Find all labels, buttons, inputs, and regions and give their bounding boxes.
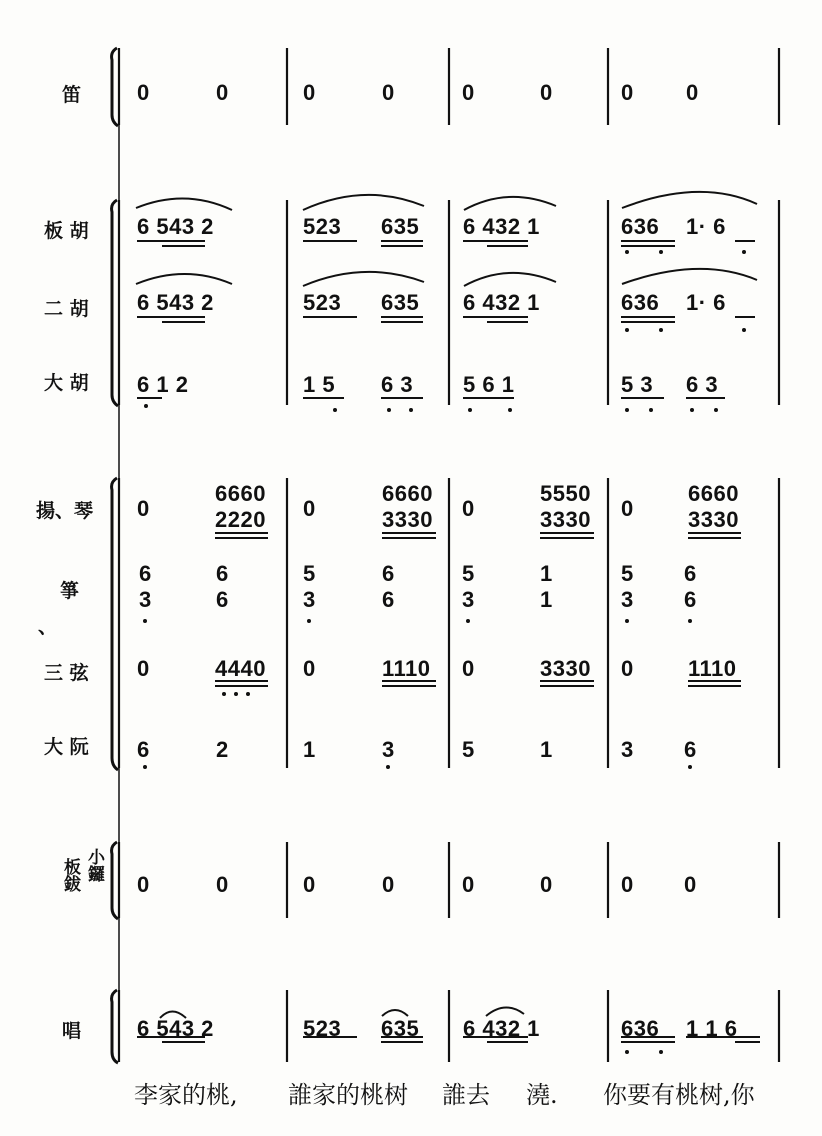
- note: 1· 6: [686, 214, 726, 239]
- chord-top: 6: [382, 561, 395, 586]
- note: 636: [621, 214, 660, 239]
- chord-top: 5550: [540, 481, 591, 506]
- note: 6 432 1: [463, 290, 540, 315]
- note: 6: [684, 737, 697, 762]
- note: 0: [137, 80, 150, 105]
- note: 5 6 1: [463, 372, 515, 397]
- note: 0: [621, 872, 634, 897]
- note: 3: [382, 737, 395, 762]
- instrument-label-banhu: 板 胡: [44, 220, 89, 242]
- note: 0: [137, 656, 150, 681]
- note: 1: [303, 737, 316, 762]
- chord-bottom: 3: [303, 587, 316, 612]
- chord-bottom: 3330: [382, 507, 433, 532]
- note: 0: [303, 656, 316, 681]
- note: 635: [381, 1016, 420, 1041]
- lyric: 你要有桃树,你: [603, 1081, 755, 1109]
- note: 0: [382, 80, 395, 105]
- note: 6 432 1: [463, 214, 540, 239]
- note: 636: [621, 1016, 660, 1041]
- lyric: 李家的桃,: [134, 1081, 238, 1109]
- note: 635: [381, 214, 420, 239]
- note: 523: [303, 290, 342, 315]
- note: 0: [540, 80, 553, 105]
- chord-bottom: 6: [684, 587, 697, 612]
- note: 0: [621, 80, 634, 105]
- note: 6 543 2: [137, 290, 214, 315]
- note: 6 543 2: [137, 1016, 214, 1041]
- note: 3: [621, 737, 634, 762]
- instrument-label-di: 笛: [62, 84, 82, 106]
- note: 0: [540, 872, 553, 897]
- chord-bottom: 3: [621, 587, 634, 612]
- note: 0: [621, 496, 634, 521]
- chord-top: 5: [462, 561, 475, 586]
- note: 0: [684, 872, 697, 897]
- chord-bottom: 3330: [540, 507, 591, 532]
- note: 0: [621, 656, 634, 681]
- note: 635: [381, 290, 420, 315]
- instrument-label-sanxian: 三 弦: [44, 662, 89, 684]
- note: 0: [462, 496, 475, 521]
- chord-bottom: 6: [216, 587, 229, 612]
- note: 0: [303, 872, 316, 897]
- note: 1· 6: [686, 290, 726, 315]
- instrument-label-erhu: 二 胡: [44, 298, 89, 320]
- note: 6 1 2: [137, 372, 189, 397]
- instrument-label-banbo: 板鈸: [60, 858, 80, 892]
- note: 523: [303, 214, 342, 239]
- note: 523: [303, 1016, 342, 1041]
- note: 6 432 1: [463, 1016, 540, 1041]
- note: 0: [303, 496, 316, 521]
- lyric: 誰家的桃树: [288, 1081, 408, 1109]
- chord-bottom: 3: [139, 587, 152, 612]
- note: 3330: [540, 656, 591, 681]
- note: 0: [686, 80, 699, 105]
- note: 1110: [382, 656, 431, 681]
- instrument-label-xiaoluo: 小鑼: [84, 848, 104, 882]
- note: 6 3: [686, 372, 719, 397]
- instrument-label-dahu: 大 胡: [44, 372, 89, 394]
- instrument-label-zheng: 箏: [60, 580, 80, 602]
- note: 636: [621, 290, 660, 315]
- lyric: 誰去: [442, 1081, 490, 1109]
- chord-bottom: 1: [540, 587, 553, 612]
- instrument-label-yangqin: 揚、琴: [36, 500, 94, 522]
- note: 5 3: [621, 372, 654, 397]
- instrument-label-daruan: 大 阮: [44, 736, 89, 758]
- note: 0: [382, 872, 395, 897]
- note: 0: [137, 496, 150, 521]
- note: 4440: [215, 656, 266, 681]
- note: 0: [462, 656, 475, 681]
- chord-bottom: 6: [382, 587, 395, 612]
- lyric: 澆.: [526, 1081, 558, 1109]
- chord-top: 5: [621, 561, 634, 586]
- instrument-label-chang: 唱: [62, 1020, 82, 1042]
- note: 1: [540, 737, 553, 762]
- note: 2: [216, 737, 229, 762]
- chord-bottom: 3: [462, 587, 475, 612]
- note: 0: [216, 872, 229, 897]
- chord-bottom: 3330: [688, 507, 739, 532]
- chord-top: 6660: [382, 481, 433, 506]
- chord-top: 1: [540, 561, 553, 586]
- chord-top: 5: [303, 561, 316, 586]
- note: 6 3: [381, 372, 414, 397]
- note: 0: [137, 872, 150, 897]
- note: 1110: [688, 656, 737, 681]
- chord-bottom: 2220: [215, 507, 266, 532]
- note: 0: [462, 872, 475, 897]
- note: 6: [137, 737, 150, 762]
- note: 0: [303, 80, 316, 105]
- note: 0: [462, 80, 475, 105]
- note: 1 5: [303, 372, 336, 397]
- note: 1 1 6: [686, 1016, 738, 1041]
- chord-top: 6: [684, 561, 697, 586]
- note: 0: [216, 80, 229, 105]
- chord-top: 6: [139, 561, 152, 586]
- chord-top: 6: [216, 561, 229, 586]
- note: 5: [462, 737, 475, 762]
- instrument-label-separator: 、: [38, 616, 58, 638]
- note: 6 543 2: [137, 214, 214, 239]
- chord-top: 6660: [688, 481, 739, 506]
- chord-top: 6660: [215, 481, 266, 506]
